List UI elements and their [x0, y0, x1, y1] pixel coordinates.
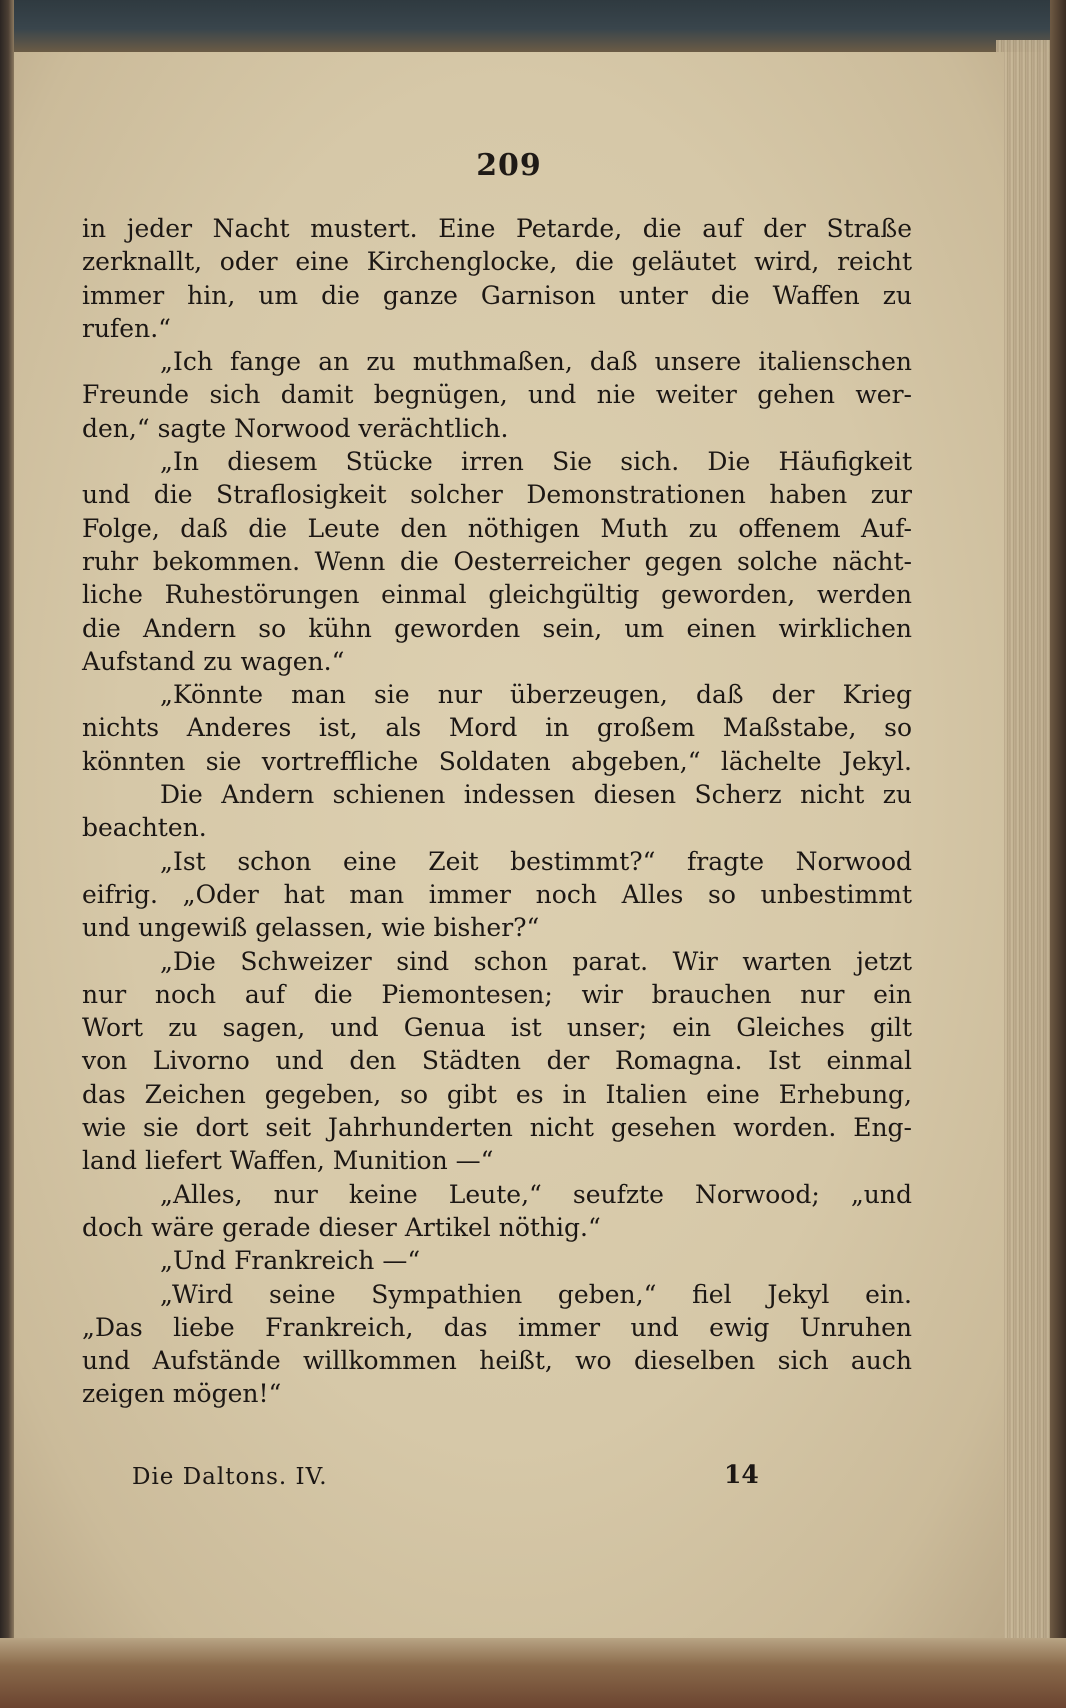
text-line: zerknallt, oder eine Kirchenglocke, die geläutet wird, reicht [82, 247, 912, 277]
text-line: Die Andern schienen indessen diesen Scherz nicht zu [160, 780, 912, 810]
text-line: beachten. [82, 813, 207, 843]
page-footer [132, 1460, 932, 1496]
text-line: zeigen mögen!“ [82, 1379, 282, 1409]
book-cover-right [1050, 0, 1066, 1708]
text-line: „Wird seine Sympathien geben,“ fiel Jekyl ein. [160, 1279, 912, 1309]
text-line: „Das liebe Frankreich, das immer und ewig Unruhen [82, 1312, 912, 1342]
text-line: „Ich fange an zu muthmaßen, daß unsere italienschen [160, 347, 912, 377]
text-line: ruhr bekommen. Wenn die Oesterreicher gegen solche nächt- [82, 546, 912, 576]
text-line: „Könnte man sie nur überzeugen, daß der Krieg [160, 680, 912, 710]
text-line: liche Ruhestörungen einmal gleichgültig geworden, werden [82, 580, 912, 610]
text-line: rufen.“ [82, 313, 171, 343]
text-line: eifrig. „Oder hat man immer noch Alles so unbestimmt [82, 879, 912, 909]
text-line: nichts Anderes ist, als Mord in großem Maßstabe, so [82, 713, 912, 743]
text-line: „In diesem Stücke irren Sie sich. Die Häufigkeit [160, 447, 912, 477]
text-line: Folge, daß die Leute den nöthigen Muth zu offenem Auf- [82, 513, 912, 543]
text-line: wie sie dort seit Jahrhunderten nicht gesehen worden. Eng- [82, 1113, 912, 1143]
text-line: „Alles, nur keine Leute,“ seufzte Norwood; „und [160, 1179, 912, 1209]
text-line: den,“ sagte Norwood verächtlich. [82, 413, 509, 443]
text-line: in jeder Nacht mustert. Eine Petarde, die auf der Straße [82, 214, 912, 243]
text-line: „Ist schon eine Zeit bestimmt?“ fragte Norwood [160, 846, 912, 876]
text-line: nur noch auf die Piemontesen; wir brauchen nur ein [82, 979, 912, 1009]
text-line: und die Straflosigkeit solcher Demonstrationen haben zur [82, 480, 912, 510]
text-line: immer hin, um die ganze Garnison unter die Waffen zu [82, 280, 912, 310]
book-cover-top [0, 0, 1066, 52]
signature-mark: Die Daltons. IV. [132, 1464, 328, 1490]
sheet-number: 14 [724, 1460, 759, 1489]
text-line: land liefert Waffen, Munition —“ [82, 1146, 494, 1176]
text-line: Wort zu sagen, und Genua ist unser; ein Gleiches gilt [82, 1013, 912, 1043]
page-number: 209 [476, 148, 542, 183]
text-line: von Livorno und den Städten der Romagna. Ist einmal [82, 1046, 912, 1076]
text-line: Freunde sich damit begnügen, und nie weiter gehen wer- [82, 380, 912, 410]
text-line: „Die Schweizer sind schon parat. Wir warten jetzt [160, 946, 912, 976]
text-line: und Aufstände willkommen heißt, wo dieselben sich auch [82, 1346, 912, 1376]
text-line: doch wäre gerade dieser Artikel nöthig.“ [82, 1212, 601, 1242]
text-line: die Andern so kühn geworden sein, um einen wirklichen [82, 613, 912, 643]
book-cover-bottom [0, 1638, 1066, 1708]
book-spine-edge [0, 0, 14, 1708]
page-body-text [82, 212, 912, 1411]
text-line: könnten sie vortreffliche Soldaten abgeben,“ lächelte Jekyl. [82, 746, 912, 776]
text-line: und ungewiß gelassen, wie bisher?“ [82, 913, 540, 943]
text-line: „Und Frankreich —“ [160, 1246, 421, 1276]
text-line: Aufstand zu wagen.“ [82, 646, 345, 676]
book-page [14, 52, 1004, 1638]
text-line: das Zeichen gegeben, so gibt es in Italien eine Erhebung, [82, 1079, 912, 1109]
